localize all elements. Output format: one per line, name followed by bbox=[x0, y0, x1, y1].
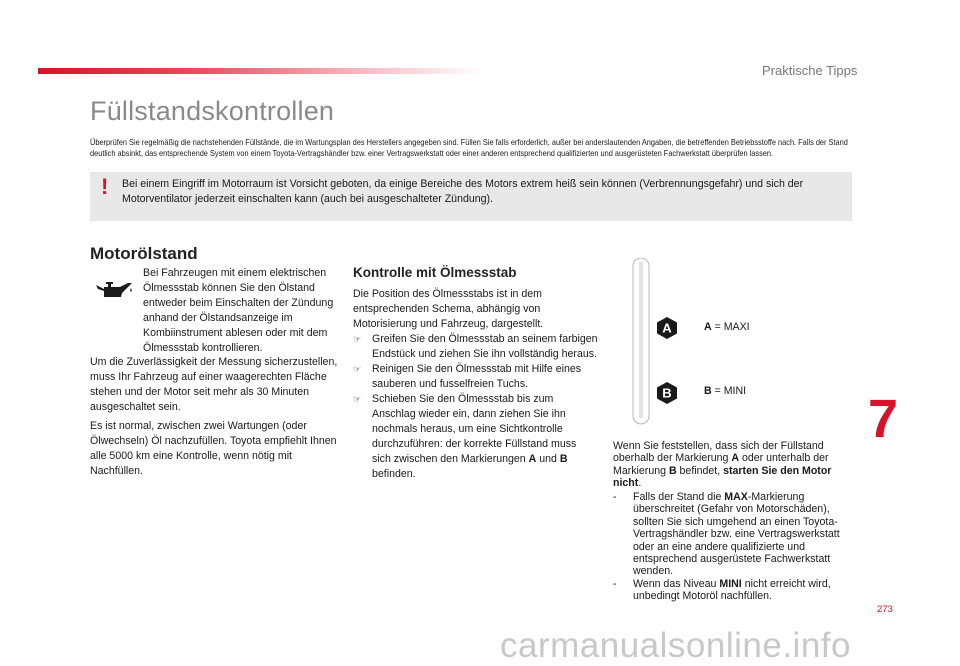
result-marker-a: A bbox=[731, 452, 740, 465]
header-accent-bar bbox=[38, 68, 483, 74]
result-text: Wenn Sie feststellen, dass sich der Füllstand oberhalb der Markierung bbox=[613, 440, 824, 465]
marker-ref-a: A bbox=[528, 453, 537, 465]
list-item bbox=[353, 392, 598, 482]
result-item-text: -Markierung überschreitet (Gefahr von Motorschäden), sollten Sie sich umgehend an einen Toyota-Vertragshändler bzw. eine Vertragswerkstatt oder an eine andere qualifizierte und entsprechend ausgerüstete Fachwerkstatt wenden. bbox=[633, 491, 840, 578]
marker-a-icon bbox=[655, 316, 679, 340]
list-item bbox=[353, 332, 598, 362]
watermark: carmanualsonline.info bbox=[500, 626, 851, 665]
marker-b-letter: B bbox=[662, 385, 672, 401]
oil-measure-conditions-text: Um die Zuverlässigkeit der Messung sicherzustellen, muss Ihr Fahrzeug auf einer waagerechten Fläche stehen und der Motor seit mehr als 30 Minuten ausgeschaltet sein. bbox=[90, 356, 338, 413]
list-item bbox=[613, 578, 853, 603]
page-number: 273 bbox=[877, 604, 893, 615]
result-warning-bold: starten Sie den Motor nicht bbox=[613, 464, 832, 490]
label-b-text: = MINI bbox=[711, 385, 747, 397]
chapter-number: 7 bbox=[868, 389, 899, 449]
result-item-text: Wenn das Niveau bbox=[633, 577, 720, 590]
result-item-bold: MINI bbox=[719, 577, 742, 590]
pointing-hand-icon: ☞ bbox=[353, 394, 362, 404]
pointing-hand-icon: ☞ bbox=[353, 364, 362, 374]
warning-text: Bei einem Eingriff im Motorraum ist Vorsicht geboten, da einige Bereiche des Motors extrem heiß sein können (Verbrennungsgefahr) und sich der Motorventilator jederzeit einschalten kann (auch bei ausgeschalteter Zündung). bbox=[122, 178, 804, 205]
result-text-end: . bbox=[638, 477, 642, 490]
section-title: Praktische Tipps bbox=[762, 63, 858, 78]
result-paragraph bbox=[613, 440, 853, 490]
list-item bbox=[613, 491, 853, 578]
label-a-letter: A bbox=[704, 321, 712, 333]
marker-ref-b: B bbox=[559, 453, 568, 465]
marker-a-letter: A bbox=[662, 320, 672, 336]
warning-icon: ! bbox=[101, 174, 109, 199]
label-b-letter: B bbox=[704, 385, 712, 397]
dipstick-steps-list bbox=[353, 332, 598, 482]
label-a-text: = MAXI bbox=[711, 321, 750, 333]
dipstick-illustration bbox=[630, 258, 652, 428]
result-item-bold: MAX bbox=[724, 491, 748, 503]
dipstick-check-heading: Kontrolle mit Ölmessstab bbox=[353, 265, 517, 280]
step-text-end: befinden. bbox=[372, 468, 416, 480]
intro-paragraph: Überprüfen Sie regelmäßig die nachstehenden Füllstände, die im Wartungsplan des Herstellers angegeben sind. Füllen Sie falls erforderlich, außer bei anderslautenden Angaben, die betreffenden Betriebsstoffe nach. Falls der Stand deutlich absinkt, das entsprechende System von einem Toyota-Vertragshändler bzw. einer Vertragswerkstatt oder einer anderen entsprechend qualifizierten und ausgerüsteten Fachwerkstatt überprüfen lassen. bbox=[90, 137, 848, 159]
pointing-hand-icon: ☞ bbox=[353, 334, 362, 344]
page-title: Füllstandskontrollen bbox=[90, 96, 335, 126]
result-item-text: nicht erreicht wird, unbedingt Motoröl nachfüllen. bbox=[633, 577, 831, 603]
dash-bullet: - bbox=[613, 491, 617, 503]
result-text: befindet, bbox=[676, 464, 724, 477]
marker-b-label bbox=[704, 385, 746, 397]
step-text: Schieben Sie den Ölmessstab bis zum Anschlag wieder ein, dann ziehen Sie ihn nochmals heraus, um eine Sichtkontrolle durchzuführen: der korrekte Füllstand muss sich zwischen den Markierungen bbox=[372, 393, 577, 465]
oil-electric-dipstick-text: Bei Fahrzeugen mit einem elektrischen Ölmessstab können Sie den Ölstand entweder beim Einschalten der Zündung anhand der Ölstandsanzeige im Kombiinstrument ablesen oder mit dem Ölmessstab kontrollieren. bbox=[143, 267, 334, 354]
dipstick-intro-text: Die Position des Ölmessstabs ist in dem entsprechenden Schema, abhängig von Motorisierung und Fahrzeug, dargestellt. bbox=[353, 288, 544, 330]
oil-can-icon bbox=[94, 279, 134, 303]
result-text: oder unterhalb der Markierung bbox=[613, 452, 829, 477]
list-item bbox=[353, 362, 598, 392]
result-list bbox=[613, 491, 853, 603]
oil-refill-advice-text: Es ist normal, zwischen zwei Wartungen (oder Ölwechseln) Öl nachzufüllen. Toyota empfiehlt Ihnen alle 5000 km eine Kontrolle, wenn nötig mit Nachfüllen. bbox=[90, 420, 337, 477]
step-text-join: und bbox=[536, 453, 560, 465]
result-item-text: Falls der Stand die bbox=[633, 491, 725, 503]
step-text: Greifen Sie den Ölmessstab an seinem farbigen Endstück und ziehen Sie ihn vollständig heraus. bbox=[372, 333, 598, 360]
marker-b-icon bbox=[655, 381, 679, 405]
oil-level-heading: Motorölstand bbox=[90, 244, 198, 263]
result-marker-b: B bbox=[668, 464, 677, 477]
marker-a-label bbox=[704, 321, 750, 333]
dash-bullet: - bbox=[613, 577, 617, 590]
step-text: Reinigen Sie den Ölmessstab mit Hilfe eines sauberen und fusselfreien Tuchs. bbox=[372, 363, 582, 390]
